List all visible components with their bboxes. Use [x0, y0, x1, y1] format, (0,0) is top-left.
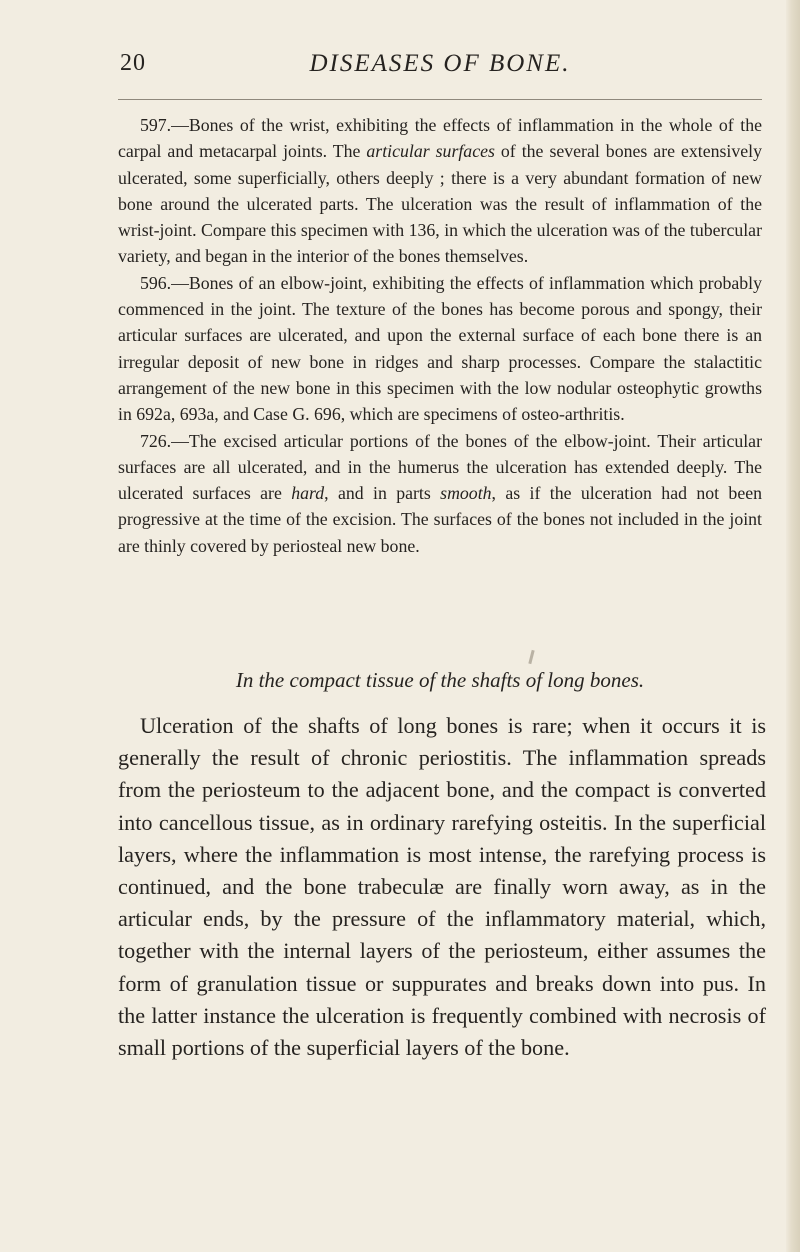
section-body	[118, 710, 766, 1064]
emphasis: hard	[291, 483, 325, 504]
section-heading: In the compact tissue of the shafts of long bones.	[235, 668, 645, 692]
header-rule	[118, 99, 762, 100]
catalogue-entry-597: 597.—Bones of the wrist, exhibiting the effects of inflammation in the whole of the carpal and metacarpal joints. The articular surfaces of the several bones are extensively ulcerated, some superficially, others deeply ; there is a very abundant formation of new bone around the ulcerated parts. The ulceration was the result of inflammation of the wrist-joint. Compare this specimen with 136, in which the ulceration was of the tubercular variety, and began in the interior of the bones themselves.	[118, 115, 762, 267]
catalogue-entries	[118, 112, 762, 559]
ink-mark	[528, 650, 534, 664]
emphasis: smooth	[440, 483, 492, 504]
running-head: DISEASES OF BONE.	[309, 50, 571, 77]
body-paragraph: Ulceration of the shafts of long bones is rare; when it occurs it is generally the result of chronic periostitis. The inflammation spreads from the periosteum to the adjacent bone, and the compact is converted into cancellous tissue, as in ordinary rarefying osteitis. In the superficial layers, where the inflammation is most intense, the rarefying process is continued, and the bone trabeculæ are finally worn away, as in the articular ends, by the pressure of the inflammatory material, which, together with the internal layers of the periosteum, either assumes the form of granulation tissue or suppurates and breaks down into pus. In the latter instance the ulceration is frequently combined with necrosis of small portions of the superficial layers of the bone.	[118, 713, 766, 1061]
emphasis: articular surfaces	[366, 141, 495, 162]
page-number: 20	[120, 50, 146, 76]
page-edge-shadow	[786, 0, 800, 1252]
page-header	[120, 50, 760, 84]
catalogue-entry-596: 596.—Bones of an elbow-joint, exhibiting the effects of inflammation which probably commenced in the joint. The texture of the bones has become porous and spongy, their articular surfaces are ulcerated, and upon the external surface of each bone there is an irregular deposit of new bone in ridges and sharp processes. Compare the stalactitic arrangement of the new bone in this specimen with the low nodular osteophytic growths in 692a, 693a, and Case G. 696, which are specimens of osteo-arthritis.	[118, 272, 762, 425]
catalogue-entry-726: 726.—The excised articular portions of the bones of the elbow-joint. Their articular surfaces are all ulcerated, and in the humerus the ulceration has extended deeply. The ulcerated surfaces are hard, and in parts smooth, as if the ulceration had not been progressive at the time of the excision. The surfaces of the bones not included in the joint are thinly covered by periosteal new bone.	[118, 430, 763, 556]
